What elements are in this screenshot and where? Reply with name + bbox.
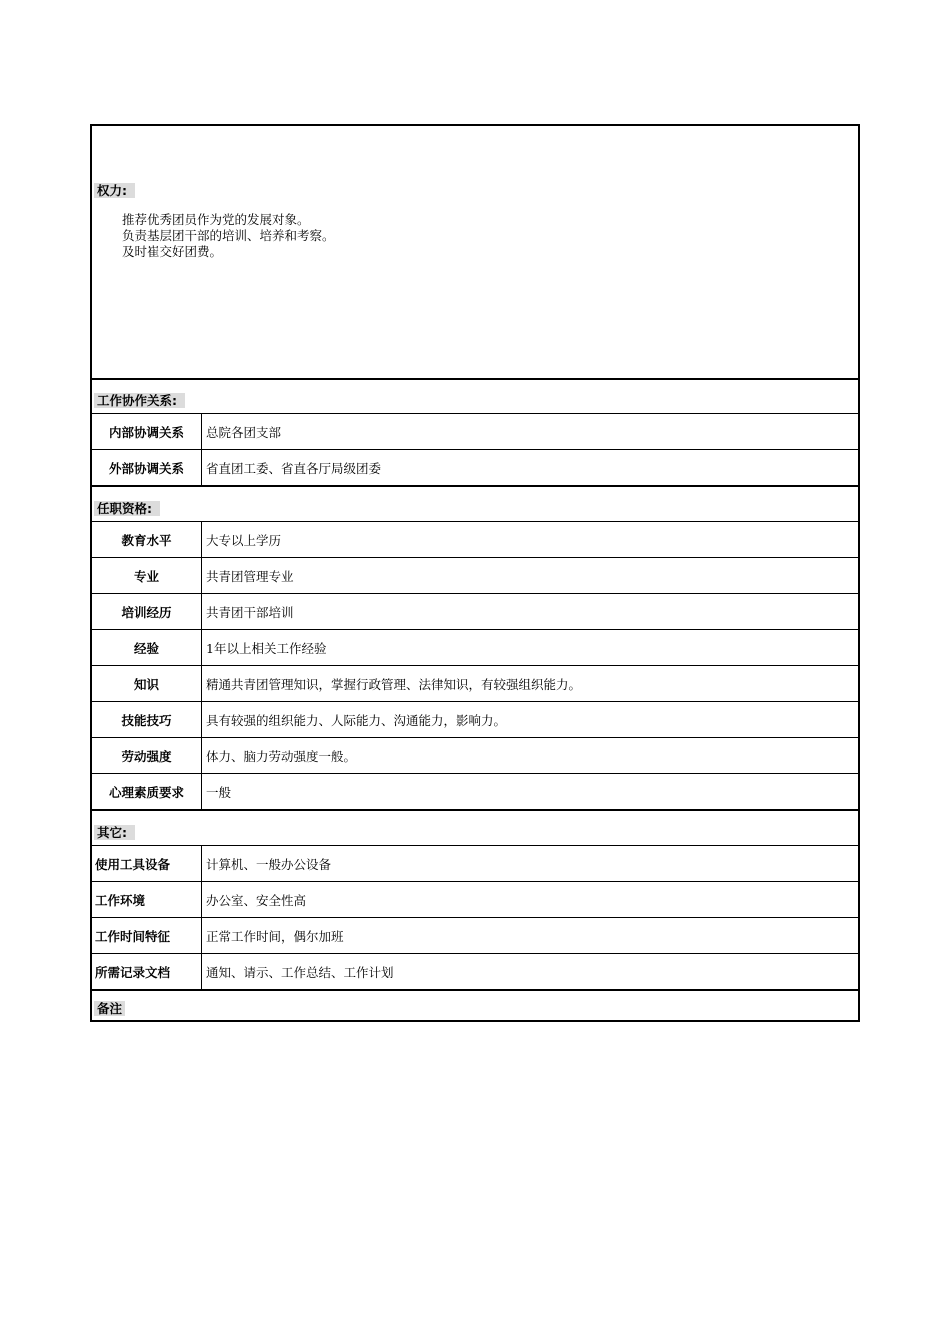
table-row: [92, 953, 858, 989]
row-label: 所需记录文档: [92, 954, 202, 989]
table-row: [92, 881, 858, 917]
row-label: 技能技巧: [92, 702, 202, 737]
row-label: 教育水平: [92, 522, 202, 557]
table-row: [92, 449, 858, 485]
row-value: 体力、脑力劳动强度一般。: [206, 748, 357, 764]
row-label: 外部协调关系: [92, 450, 202, 485]
row-value: 省直团工委、省直各厅局级团委: [206, 460, 382, 476]
authority-section: [92, 126, 858, 378]
row-label: 培训经历: [92, 594, 202, 629]
row-label: 工作环境: [92, 882, 202, 917]
row-value: 大专以上学历: [206, 532, 282, 548]
table-row: [92, 629, 858, 665]
row-value: 通知、请示、工作总结、工作计划: [206, 964, 394, 980]
row-value: 计算机、一般办公设备: [206, 856, 332, 872]
row-value: 精通共青团管理知识，掌握行政管理、法律知识，有较强组织能力。: [206, 676, 582, 692]
table-row: [92, 917, 858, 953]
table-row: [92, 413, 858, 449]
row-label: 劳动强度: [92, 738, 202, 773]
authority-line: 推荐优秀团员作为党的发展对象。: [122, 212, 310, 227]
qualifications-header: [92, 485, 858, 521]
row-value: 正常工作时间，偶尔加班: [206, 928, 344, 944]
table-row: [92, 521, 858, 557]
row-value: 一般: [206, 784, 232, 800]
authority-line: 及时崔交好团费。: [122, 244, 223, 259]
row-label: 内部协调关系: [92, 414, 202, 449]
table-row: [92, 773, 858, 809]
table-row: [92, 665, 858, 701]
authority-title: 权力:: [94, 183, 135, 198]
other-title: 其它:: [94, 825, 135, 840]
row-value: 办公室、安全性高: [206, 892, 307, 908]
row-value: 共青团管理专业: [206, 568, 294, 584]
row-value: 1年以上相关工作经验: [206, 640, 327, 656]
table-row: [92, 845, 858, 881]
remarks-title: 备注: [94, 1001, 125, 1016]
qualifications-title: 任职资格:: [94, 501, 160, 516]
table-row: [92, 701, 858, 737]
other-header: [92, 809, 858, 845]
table-row: [92, 737, 858, 773]
row-label: 使用工具设备: [92, 846, 202, 881]
cooperation-header: [92, 378, 858, 413]
row-label: 专业: [92, 558, 202, 593]
authority-line: 负责基层团干部的培训、培养和考察。: [122, 228, 335, 243]
row-label: 经验: [92, 630, 202, 665]
row-value: 具有较强的组织能力、人际能力、沟通能力，影响力。: [206, 712, 507, 728]
table-row: [92, 557, 858, 593]
cooperation-title: 工作协作关系:: [94, 393, 185, 408]
remarks-row: [92, 989, 858, 1020]
row-label: 工作时间特征: [92, 918, 202, 953]
job-description-table: [90, 124, 860, 1022]
authority-lines: [122, 212, 335, 260]
row-value: 共青团干部培训: [206, 604, 294, 620]
row-label: 心理素质要求: [92, 774, 202, 809]
row-value: 总院各团支部: [206, 424, 282, 440]
row-label: 知识: [92, 666, 202, 701]
table-row: [92, 593, 858, 629]
